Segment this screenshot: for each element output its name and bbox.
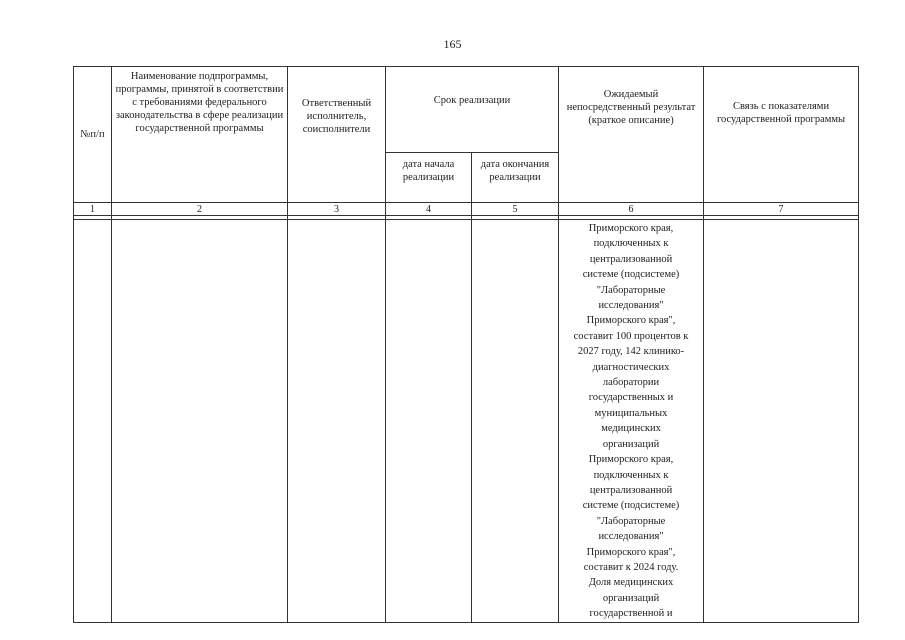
column-number: 6: [559, 203, 704, 216]
header-timeframe-group: Срок реализации: [386, 67, 559, 153]
header-expected-result: Ожидаемый непосредственный результат (краткое описание): [559, 67, 704, 203]
header-end-date: дата окончания реализации: [472, 153, 559, 203]
cell-subprogram-name: [112, 220, 288, 623]
column-number: 4: [386, 203, 472, 216]
header-subprogram-name: Наименование подпрограммы, программы, принятой в соответствии с требованиями федерального законодательства в сфере реализации государственной программы: [112, 67, 288, 203]
column-number: 7: [704, 203, 859, 216]
program-table: [73, 66, 859, 623]
cell-number: [74, 220, 112, 623]
column-number: 1: [74, 203, 112, 216]
header-responsible: Ответственный исполнитель, соисполнители: [288, 67, 386, 203]
table-row: [74, 220, 859, 623]
cell-expected-result: Приморского края, подключенных к централизованной системе (подсистеме) "Лабораторные исследования" Приморского края", составит 100 процентов к 2027 году, 142 клинико- диагностических лаборатории государственных и муниципальных медицинских организаций Приморского края, подключенных к централизованной системе (подсистеме) "Лабораторные исследования" Приморского края", составит к 2024 году. Доля медицинских организаций государственной и: [559, 220, 704, 623]
column-number: 5: [472, 203, 559, 216]
cell-start-date: [386, 220, 472, 623]
header-indicator-link: Связь с показателями государственной программы: [704, 67, 859, 203]
column-number: 3: [288, 203, 386, 216]
cell-responsible: [288, 220, 386, 623]
cell-end-date: [472, 220, 559, 623]
header-number: №п/п: [74, 67, 112, 203]
column-number-row: [74, 203, 859, 216]
header-start-date: дата начала реализации: [386, 153, 472, 203]
page-number: 165: [443, 37, 462, 51]
cell-indicator-link: [704, 220, 859, 623]
column-number: 2: [112, 203, 288, 216]
